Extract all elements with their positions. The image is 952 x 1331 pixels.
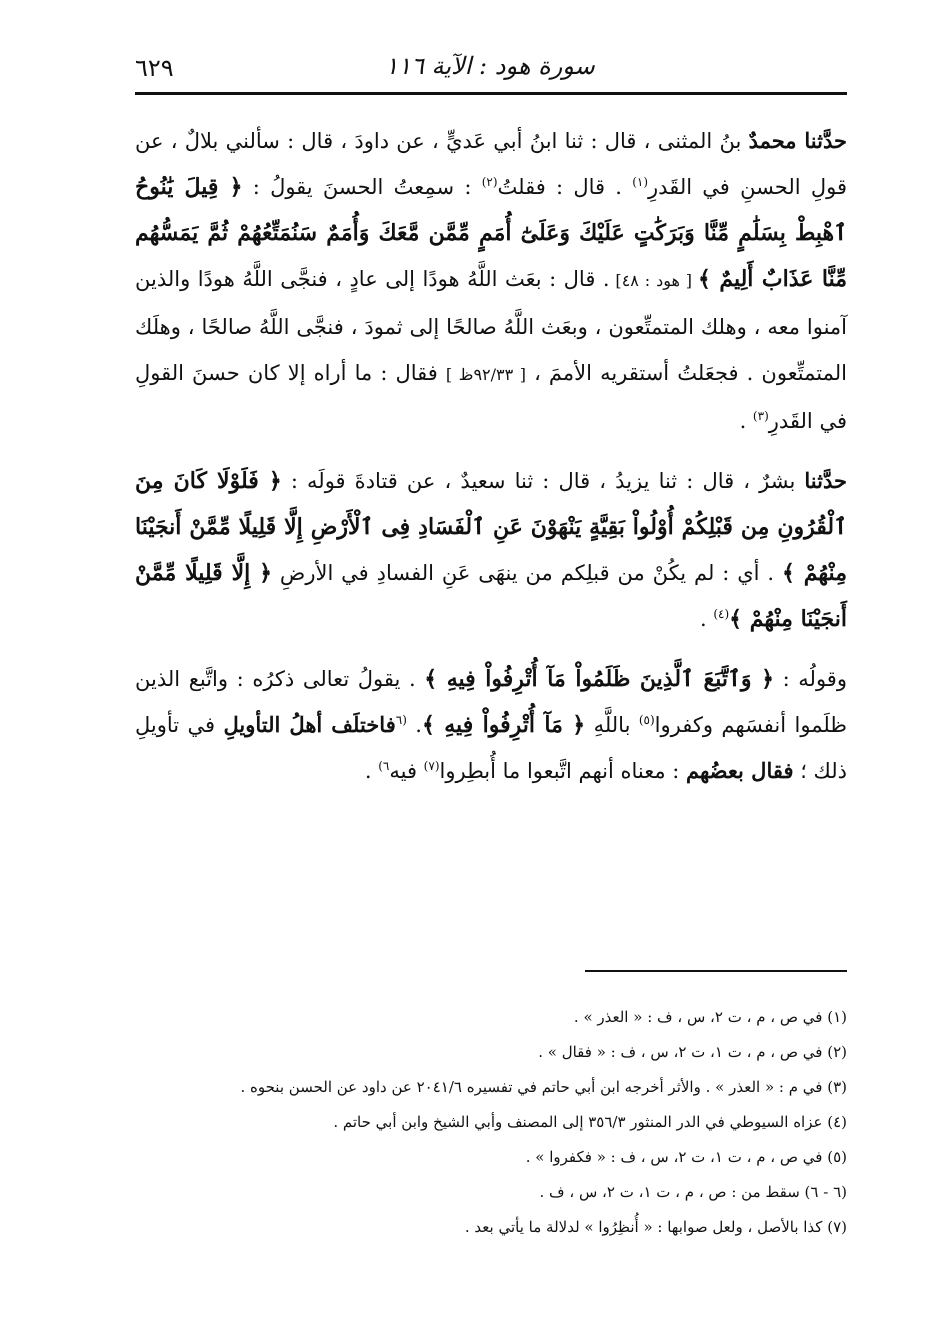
footnote: (٣) في م : « العذر » . والأثر أخرجه ابن أبي حاتم في تفسيره ٢٠٤١/٦ عن داود عن الحسن بنحوه . (240, 1078, 847, 1096)
main-text (135, 118, 847, 808)
footnote-marker: (٧) (423, 759, 440, 773)
text-run: وقولُه : (774, 667, 847, 691)
text-run: فقال : ما أراه إلا كان حسنَ القولِ في القَدرِ (135, 361, 847, 433)
quran-verse: ﴿ مَآ أُتْرِفُواْ فِيهِ ﴾ (421, 712, 586, 738)
text-run: بشرٌ ، قال : ثنا يزيدُ ، قال : ثنا سعيدٌ ، عن قتادةَ قولَه : (281, 469, 805, 493)
footnote: (٢) في ص ، م ، ت ١، ت ٢، س ، ف : « فقال » . (538, 1043, 847, 1061)
paragraph (135, 118, 847, 444)
running-title: سورة هود : الآية ١١٦ (385, 52, 595, 80)
text-run: . قال : بعَث اللَّهُ هودًا إلى عادٍ ، فنجَّى اللَّهُ هودًا والذين آمنوا معه ، وهلك المتمتِّعون ، وبعَث اللَّهُ صالحًا إلى ثمودَ ، فنجَّى اللَّهُ صالحًا ، وهلَك المتمتِّعون . فجعَلتُ أستقريه الأممَ ، (135, 267, 847, 385)
text-run: . أي : لم يكُنْ من قبلِكم من ينهَى عَنِ الفسادِ في الأرضِ (272, 561, 782, 585)
footnote-rule (585, 970, 847, 972)
text-run: باللَّهِ (585, 713, 639, 737)
footnote-marker: ٦) (378, 759, 390, 773)
footnote: (٦ - ٦) سقط من : ص ، م ، ت ١، ت ٢، س ، ف . (539, 1183, 847, 1201)
text-run: . (739, 409, 753, 433)
footnotes (135, 1000, 847, 1245)
text-run: : معناه أنهم اتَّبعوا ما أُبطِروا (439, 759, 687, 783)
text-run: . (406, 713, 422, 737)
footnote-marker: (٢) (481, 175, 498, 189)
footnote-marker: (٣) (752, 409, 769, 423)
bold-text: فقال بعضُهم (686, 758, 794, 783)
text-run: : سمِعتُ الحسنَ يقولُ : (242, 175, 482, 199)
page-header (135, 48, 845, 88)
footnote-marker: (٥) (638, 713, 655, 727)
footnote-marker: (٦ (395, 713, 407, 727)
quran-verse: ﴿ فَلَوْلَا كَانَ مِنَ ٱلْقُرُونِ مِن قَبْلِكُمْ أُوْلُواْ بَقِيَّةٍ يَنْهَوْنَ عَنِ ٱلْفَسَادِ فِى ٱلْأَرْضِ إِلَّا قَلِيلًا مِّمَّنْ أَنجَيْنَا مِنْهُمْ ﴾ (135, 468, 847, 586)
text-run: فيه (389, 759, 424, 783)
page-number: ٦٢٩ (135, 54, 174, 82)
footnote: (١) في ص ، م ، ت ٢، س ، ف : « العذر » . (573, 1008, 847, 1026)
text-run: . (699, 607, 714, 631)
bold-text: حدَّثنا (804, 468, 847, 493)
footnote: (٤) عزاه السيوطي في الدر المنثور ٣٥٦/٣ إلى المصنف وأبي الشيخ وابن أبي حاتم . (333, 1113, 847, 1131)
footnote-marker: (٤) (713, 607, 730, 621)
bold-text: حدَّثنا محمدٌ (748, 128, 847, 153)
text-run: . قال : فقلتُ (497, 175, 633, 199)
quran-verse: ﴿ وَٱتَّبَعَ ٱلَّذِينَ ظَلَمُواْ مَآ أُتْرِفُواْ فِيهِ ﴾ (424, 666, 774, 692)
footnote: (٥) في ص ، م ، ت ١، ت ٢، س ، ف : « فكفروا » . (525, 1148, 847, 1166)
header-rule (135, 92, 847, 95)
text-run: . يقولُ تعالى ذكرُه : واتَّبع الذين ظلَموا أنفسَهم وكفروا (135, 667, 848, 737)
reference: [ ٩٢/٣٣ظ ] (445, 365, 526, 384)
text-run: . (364, 759, 379, 783)
reference: [ هود : ٤٨] (609, 271, 698, 290)
paragraph (135, 458, 847, 642)
quran-verse: ﴿ قِيلَ يَٰنُوحُ ٱهْبِطْ بِسَلَٰمٍ مِّنَّا وَبَرَكَٰتٍ عَلَيْكَ وَعَلَىٰٓ أُمَمٍ مِّمَّن مَّعَكَ وَأُمَمٌ سَنُمَتِّعُهُمْ ثُمَّ يَمَسُّهُم مِّنَّا عَذَابٌ أَلِيمٌ ﴾ (135, 174, 847, 292)
text-run: في تأويلِ ذلك ؛ (135, 713, 847, 783)
quran-verse: ﴿ إِلَّا قَلِيلًا مِّمَّنْ أَنجَيْنَا مِنْهُمْ ﴾ (135, 560, 847, 632)
text-run: بنُ المثنى ، قال : ثنا ابنُ أبي عَديٍّ ، عن داودَ ، قال : سألني بلالٌ ، عن قولِ الحسنِ في القَدرِ (135, 129, 847, 199)
footnote-marker: (١) (632, 175, 649, 189)
footnote: (٧) كذا بالأصل ، ولعل صوابها : « أُنظِرُوا » لدلالة ما يأتي بعد . (464, 1218, 847, 1236)
bold-text: فاختلَف أهلُ التأويلِ (223, 712, 396, 737)
paragraph (135, 656, 847, 794)
